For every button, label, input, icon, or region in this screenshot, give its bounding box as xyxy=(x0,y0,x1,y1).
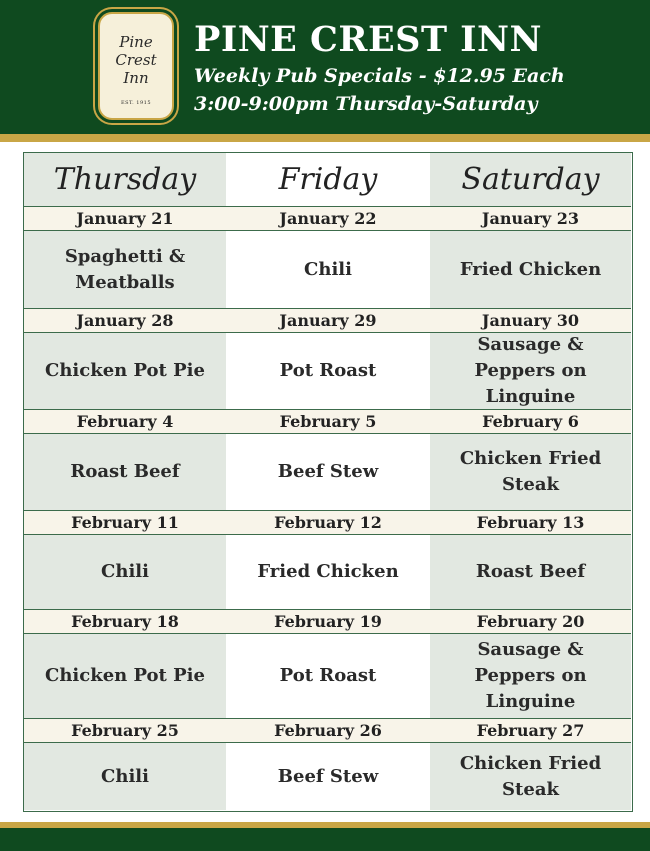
dish-cell: Spaghetti & Meatballs xyxy=(24,231,226,308)
dish-cell: Chicken Pot Pie xyxy=(24,333,226,409)
date-cell: February 26 xyxy=(226,718,430,743)
date-cell: January 28 xyxy=(24,308,226,333)
dish-cell: Chili xyxy=(24,743,226,810)
day-header-saturday: Saturday xyxy=(430,153,631,206)
logo-line-pine: Pine xyxy=(119,33,153,51)
specials-table xyxy=(23,152,633,812)
dish-cell: Pot Roast xyxy=(226,333,430,409)
dish-cell: Sausage & Peppers on Linguine xyxy=(430,333,631,409)
dish-cell: Chili xyxy=(226,231,430,308)
date-cell: February 18 xyxy=(24,609,226,634)
date-cell: January 22 xyxy=(226,206,430,231)
dish-cell: Roast Beef xyxy=(24,434,226,510)
date-cell: January 30 xyxy=(430,308,631,333)
logo-line-inn: Inn xyxy=(123,69,149,87)
date-cell: February 19 xyxy=(226,609,430,634)
dish-cell: Beef Stew xyxy=(226,743,430,810)
dish-cell: Sausage & Peppers on Linguine xyxy=(430,634,631,718)
logo-line-crest: Crest xyxy=(115,51,157,69)
page-title: PINE CREST INN xyxy=(194,19,543,60)
logo-established: EST. 1915 xyxy=(120,100,152,106)
date-cell: January 29 xyxy=(226,308,430,333)
dish-cell: Fried Chicken xyxy=(226,535,430,609)
subtitle-price: Weekly Pub Specials - $12.95 Each xyxy=(194,65,565,87)
day-header-thursday: Thursday xyxy=(24,153,226,206)
dish-cell: Roast Beef xyxy=(430,535,631,609)
date-cell: February 27 xyxy=(430,718,631,743)
dish-cell: Chicken Fried Steak xyxy=(430,743,631,810)
date-cell: February 5 xyxy=(226,409,430,434)
date-cell: February 11 xyxy=(24,510,226,535)
dish-cell: Chicken Fried Steak xyxy=(430,434,631,510)
gold-divider-top xyxy=(0,134,650,142)
footer-banner xyxy=(0,828,650,851)
dish-cell: Chicken Pot Pie xyxy=(24,634,226,718)
inn-logo xyxy=(98,12,174,120)
date-cell: February 4 xyxy=(24,409,226,434)
dish-cell: Pot Roast xyxy=(226,634,430,718)
date-cell: February 20 xyxy=(430,609,631,634)
date-cell: February 13 xyxy=(430,510,631,535)
dish-cell: Chili xyxy=(24,535,226,609)
date-cell: February 12 xyxy=(226,510,430,535)
date-cell: January 21 xyxy=(24,206,226,231)
day-header-friday: Friday xyxy=(226,153,430,206)
date-cell: January 23 xyxy=(430,206,631,231)
subtitle-hours: 3:00-9:00pm Thursday-Saturday xyxy=(194,93,538,115)
date-cell: February 6 xyxy=(430,409,631,434)
date-cell: February 25 xyxy=(24,718,226,743)
dish-cell: Fried Chicken xyxy=(430,231,631,308)
dish-cell: Beef Stew xyxy=(226,434,430,510)
